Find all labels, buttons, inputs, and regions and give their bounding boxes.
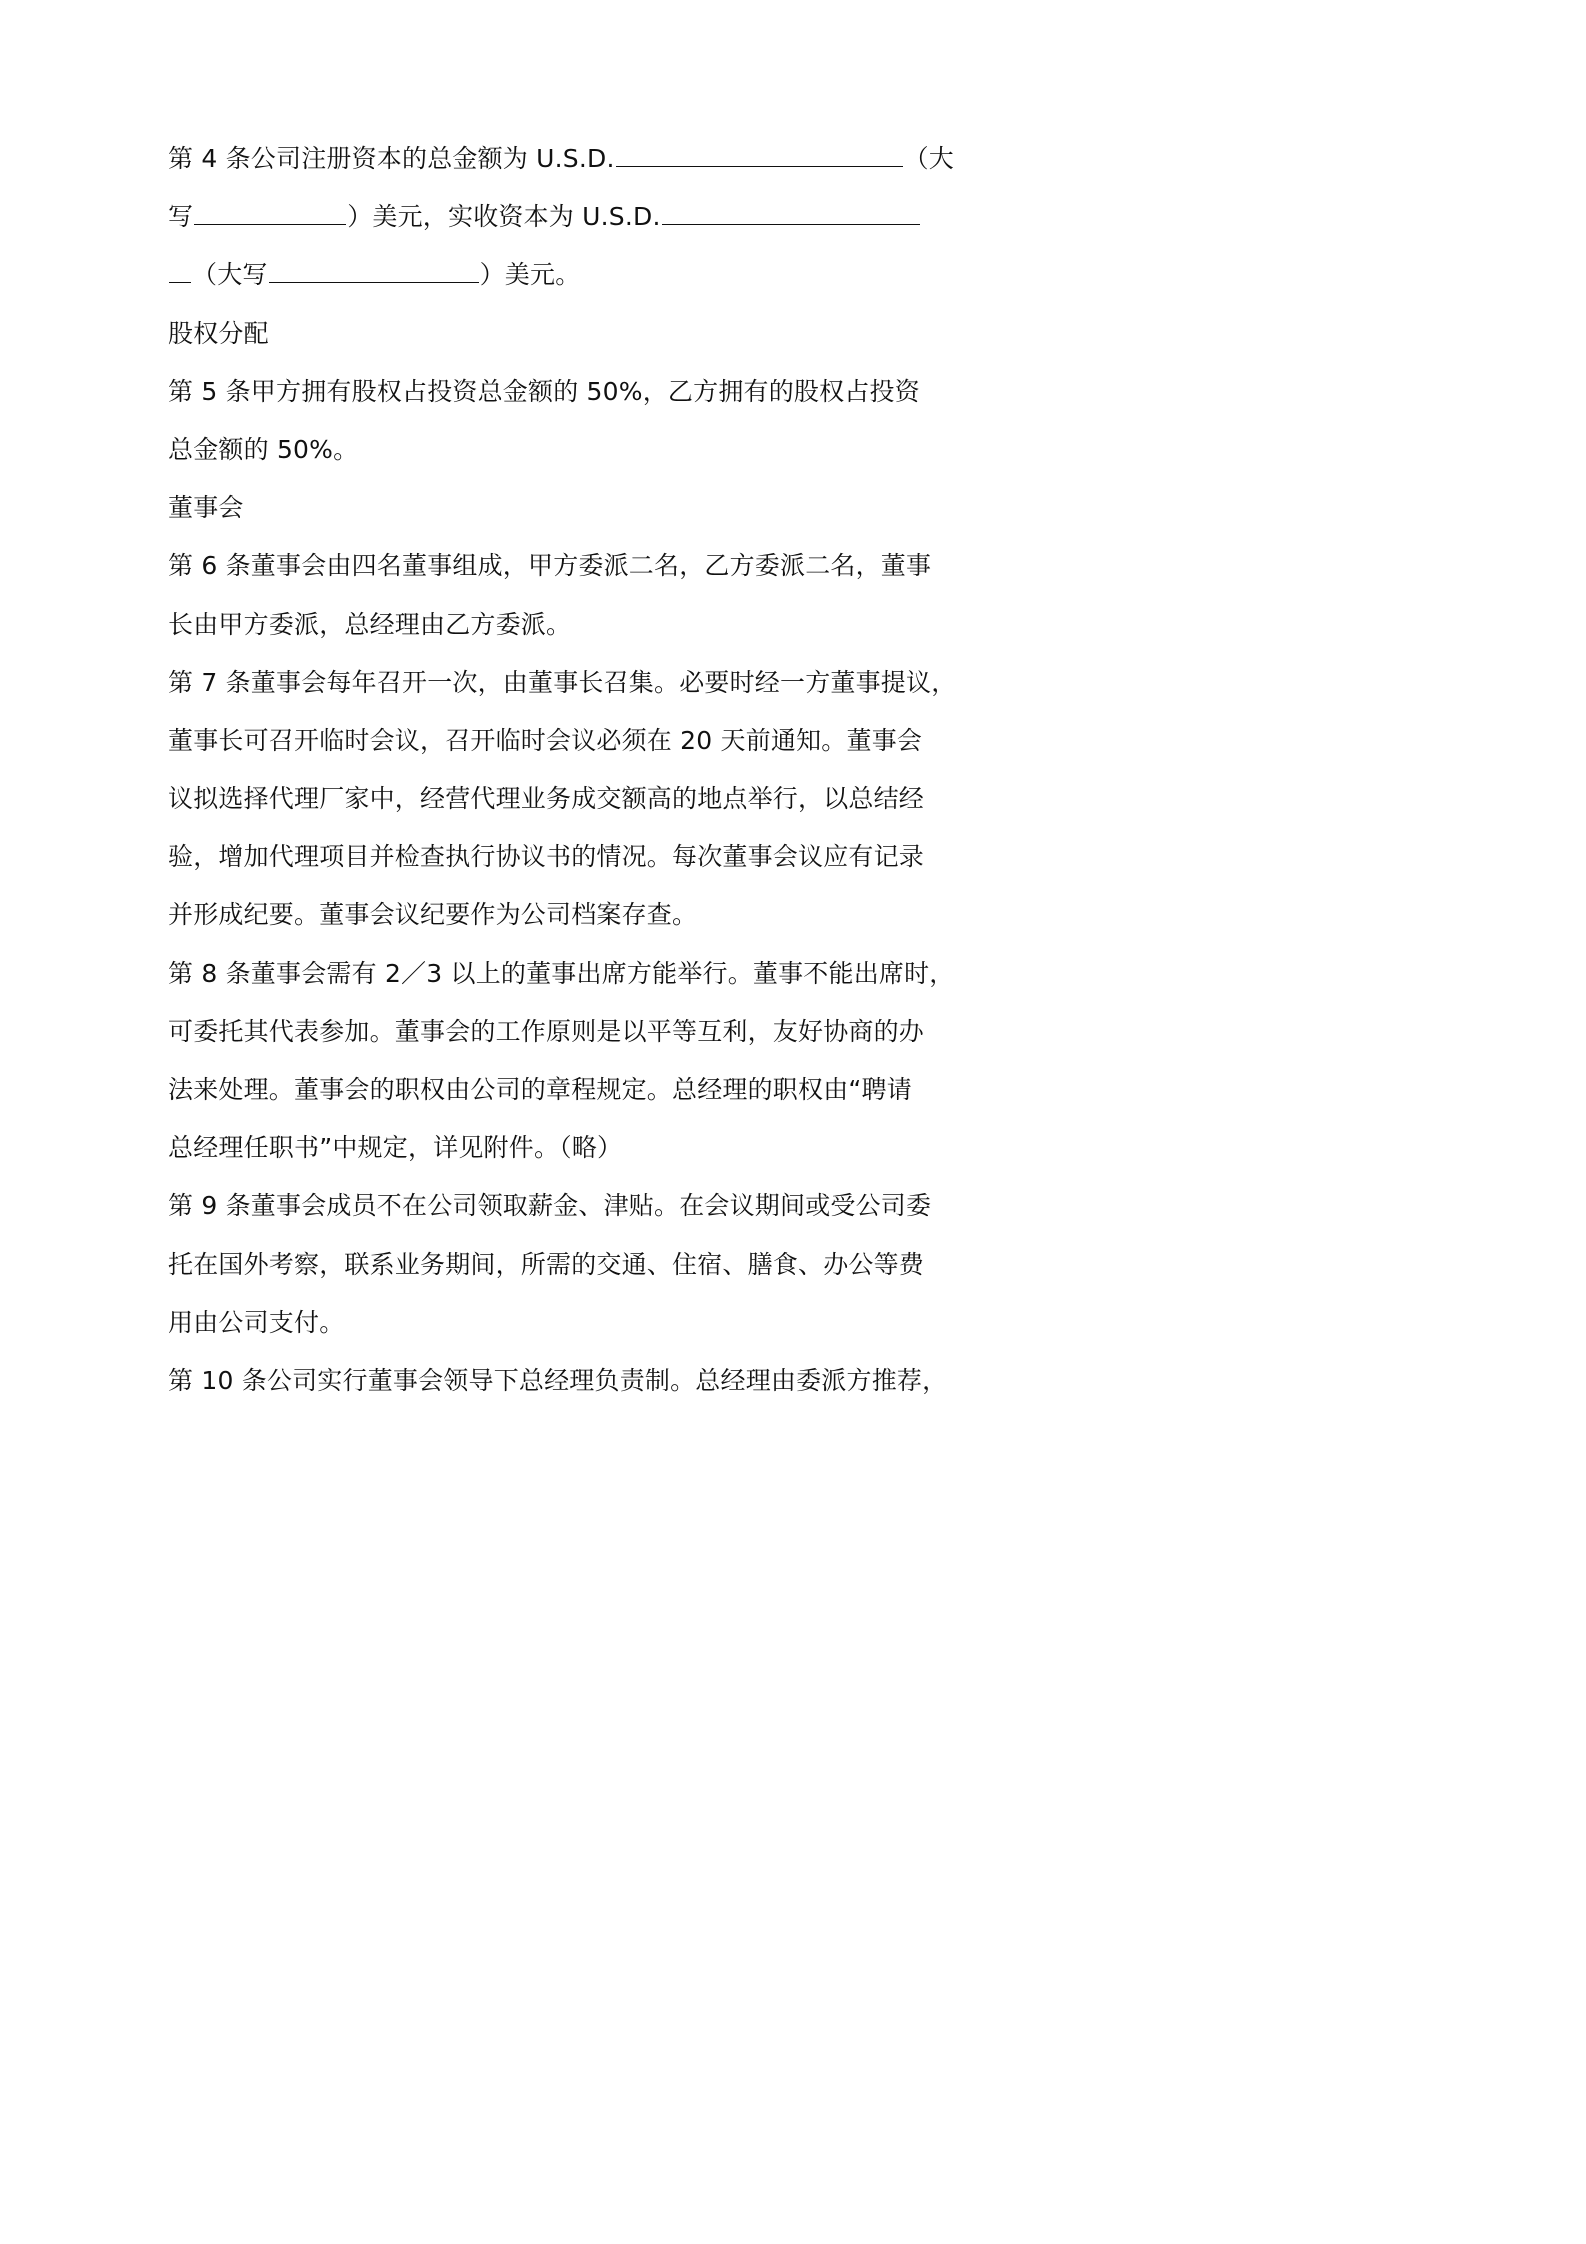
fill-blank-registered-capital	[616, 142, 903, 167]
paragraph-line: 托在国外考察，联系业务期间，所需的交通、住宿、膳食、办公等费	[168, 1249, 925, 1279]
paragraph-line: 第 5 条甲方拥有股权占投资总金额的 50%，乙方拥有的股权占投资	[168, 376, 920, 406]
fill-blank-paid-in-capital-uppercase	[269, 258, 479, 283]
article-4-line-2	[168, 188, 958, 246]
paragraph-line: 第 9 条董事会成员不在公司领取薪金、津贴。在会议期间或受公司委	[168, 1191, 932, 1221]
fill-blank-paid-in-capital-continued	[169, 258, 191, 283]
paragraph-line: 可委托其代表参加。董事会的工作原则是以平等互利，友好协商的办	[168, 1016, 925, 1046]
section-heading: 董事会	[168, 493, 244, 523]
document-page	[0, 0, 1100, 1556]
paragraph-line: 并形成纪要。董事会议纪要作为公司档案存查。	[168, 900, 698, 930]
article-4-text: （大	[903, 144, 955, 173]
document-body	[168, 130, 958, 1410]
article-4-text: ）美元。	[479, 260, 581, 290]
paragraph-line: 用由公司支付。	[168, 1307, 345, 1337]
article-4-text: （大写	[192, 260, 268, 290]
paragraph-line: 第 7 条董事会每年召开一次，由董事长召集。必要时经一方董事提议，	[168, 667, 957, 697]
paragraph-line: 第 8 条董事会需有 2／3 以上的董事出席方能举行。董事不能出席时，	[168, 958, 955, 988]
article-4-line-3	[168, 246, 958, 304]
paragraph-line: 总金额的 50%。	[168, 434, 359, 464]
fill-blank-registered-capital-uppercase	[194, 200, 346, 225]
article-4-text: 写	[168, 202, 194, 232]
paragraph-line: 总经理任职书”中规定，详见附件。（略）	[168, 1133, 623, 1163]
paragraph-line: 法来处理。董事会的职权由公司的章程规定。总经理的职权由“聘请	[168, 1075, 912, 1104]
fill-blank-paid-in-capital	[662, 200, 920, 225]
paragraph-line: 议拟选择代理厂家中，经营代理业务成交额高的地点举行，以总结经	[168, 784, 925, 814]
paragraph-line: 第 10 条公司实行董事会领导下总经理负责制。总经理由委派方推荐，	[168, 1365, 948, 1395]
paragraph-line: 第 6 条董事会由四名董事组成，甲方委派二名，乙方委派二名，董事	[168, 551, 932, 581]
article-4-text: ）美元，实收资本为 U.S.D.	[347, 202, 661, 232]
section-heading: 股权分配	[168, 318, 269, 348]
article-4-text: 第 4 条公司注册资本的总金额为 U.S.D.	[168, 144, 615, 173]
article-4-line-1	[168, 130, 958, 188]
paragraph-line: 验，增加代理项目并检查执行协议书的情况。每次董事会议应有记录	[168, 842, 925, 872]
paragraph-line: 董事长可召开临时会议，召开临时会议必须在 20 天前通知。董事会	[168, 725, 923, 755]
paragraph-line: 长由甲方委派，总经理由乙方委派。	[168, 609, 572, 639]
